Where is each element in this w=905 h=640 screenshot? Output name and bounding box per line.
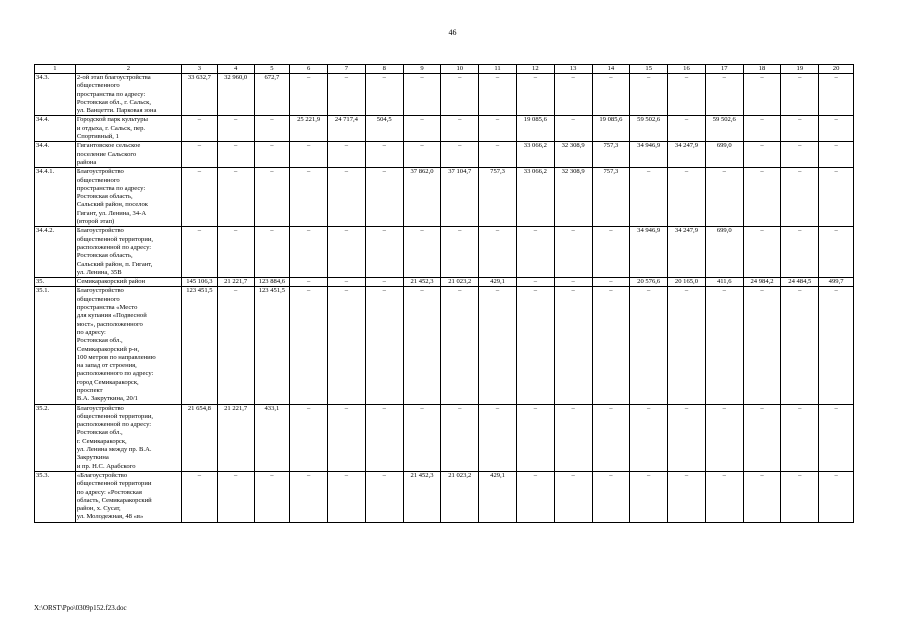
amount-cell: – (554, 227, 592, 278)
amount-cell: – (328, 471, 366, 522)
amount-cell: – (781, 227, 819, 278)
page-number: 46 (448, 28, 457, 37)
object-name-cell: Благоустройство общественной территории, расположенной по адресу: Ростовская область, Сальский район, п. Гигант, ул. Ленина, 35В (75, 227, 181, 278)
amount-cell: – (743, 142, 781, 168)
amount-cell: – (592, 227, 630, 278)
column-number-cell: 13 (554, 65, 592, 74)
row-number-cell: 34.4. (35, 116, 76, 142)
amount-cell: – (592, 74, 630, 116)
column-number-cell: 1 (35, 65, 76, 74)
amount-cell: 33 632,7 (182, 74, 218, 116)
amount-cell: – (254, 142, 290, 168)
amount-cell: 59 502,6 (705, 116, 743, 142)
object-name-cell: 2-ой этап благоустройства общественного пространства по адресу: Ростовская обл., г. Сальск, ул. Ванцетти. Парковая зона (75, 74, 181, 116)
table-row (35, 142, 854, 168)
table-row (35, 471, 854, 522)
table-header-row (35, 65, 854, 74)
amount-cell: – (290, 227, 328, 278)
amount-cell: 24 984,2 (743, 278, 781, 287)
amount-cell: – (182, 116, 218, 142)
amount-cell: – (365, 287, 403, 404)
amount-cell: – (630, 74, 668, 116)
amount-cell: – (743, 404, 781, 471)
amount-cell: – (668, 471, 706, 522)
amount-cell: – (668, 404, 706, 471)
amount-cell: – (743, 168, 781, 227)
amount-cell: 21 452,3 (403, 278, 441, 287)
amount-cell: 757,3 (592, 142, 630, 168)
row-number-cell: 35.1. (35, 287, 76, 404)
amount-cell: – (403, 116, 441, 142)
amount-cell: – (403, 142, 441, 168)
amount-cell: – (668, 168, 706, 227)
amount-cell: – (403, 287, 441, 404)
amount-cell: – (781, 74, 819, 116)
amount-cell: 145 106,3 (182, 278, 218, 287)
row-number-cell: 35.3. (35, 471, 76, 522)
table-row (35, 278, 854, 287)
amount-cell: – (328, 74, 366, 116)
column-number-cell: 9 (403, 65, 441, 74)
amount-cell: 21 023,2 (441, 278, 479, 287)
object-name-cell: Благоустройство общественного пространства «Место для купания «Подвесной мост», расположенного по адресу: Ростовская обл., Семикаракорский р-н, 100 метров по направлению на запад от строения, расположенного по адресу: город Семикаракорск, проспект В.А. Закруткина, 20/1 (75, 287, 181, 404)
amount-cell: – (441, 287, 479, 404)
row-number-cell: 34.4.2. (35, 227, 76, 278)
amount-cell: 32 960,0 (217, 74, 254, 116)
amount-cell: 20 165,0 (668, 278, 706, 287)
amount-cell: – (705, 404, 743, 471)
amount-cell: – (592, 287, 630, 404)
amount-cell: – (479, 142, 517, 168)
column-number-cell: 18 (743, 65, 781, 74)
amount-cell: – (479, 227, 517, 278)
table-row (35, 404, 854, 471)
amount-cell: – (781, 404, 819, 471)
amount-cell: 21 221,7 (217, 278, 254, 287)
amount-cell: – (479, 404, 517, 471)
amount-cell: – (819, 74, 854, 116)
row-number-cell: 34.3. (35, 74, 76, 116)
amount-cell: – (630, 404, 668, 471)
amount-cell: 433,1 (254, 404, 290, 471)
amount-cell: – (365, 227, 403, 278)
amount-cell: – (516, 227, 554, 278)
amount-cell: – (743, 287, 781, 404)
column-number-cell: 8 (365, 65, 403, 74)
amount-cell: – (182, 227, 218, 278)
amount-cell: 24 717,4 (328, 116, 366, 142)
row-number-cell: 34.4. (35, 142, 76, 168)
object-name-cell: Гигантовское сельское поселение Сальского района (75, 142, 181, 168)
amount-cell: 429,1 (479, 278, 517, 287)
amount-cell: – (365, 142, 403, 168)
amount-cell: – (516, 278, 554, 287)
row-number-cell: 34.4.1. (35, 168, 76, 227)
amount-cell: 25 221,9 (290, 116, 328, 142)
column-number-cell: 2 (75, 65, 181, 74)
row-number-cell: 35. (35, 278, 76, 287)
amount-cell: – (705, 287, 743, 404)
amount-cell: – (743, 227, 781, 278)
object-name-cell: «Благоустройство общественной территории по адресу: «Ростовская область, Семикаракорский район, х. Сусат, ул. Молодежная, 48 «в» (75, 471, 181, 522)
amount-cell: – (290, 168, 328, 227)
amount-cell: 19 085,6 (516, 116, 554, 142)
amount-cell: – (743, 116, 781, 142)
footer-file-path: X:\ORST\Ppo\0309p152.f23.doc (34, 604, 127, 612)
amount-cell: – (441, 227, 479, 278)
amount-cell: 20 576,6 (630, 278, 668, 287)
amount-cell: – (743, 471, 781, 522)
amount-cell: – (403, 227, 441, 278)
amount-cell: – (328, 142, 366, 168)
amount-cell: 34 946,9 (630, 227, 668, 278)
amount-cell: 123 451,5 (182, 287, 218, 404)
amount-cell: 32 308,9 (554, 168, 592, 227)
amount-cell: – (254, 116, 290, 142)
amount-cell: – (328, 404, 366, 471)
amount-cell: – (182, 142, 218, 168)
column-number-cell: 10 (441, 65, 479, 74)
amount-cell: – (441, 74, 479, 116)
column-number-cell: 20 (819, 65, 854, 74)
amount-cell: – (254, 227, 290, 278)
amount-cell: – (328, 227, 366, 278)
amount-cell: 499,7 (819, 278, 854, 287)
budget-table (34, 64, 854, 523)
amount-cell: – (819, 471, 854, 522)
amount-cell: – (554, 74, 592, 116)
amount-cell: – (182, 471, 218, 522)
column-number-cell: 16 (668, 65, 706, 74)
amount-cell: 34 247,9 (668, 142, 706, 168)
amount-cell: – (290, 404, 328, 471)
amount-cell: 672,7 (254, 74, 290, 116)
column-number-cell: 6 (290, 65, 328, 74)
table-row (35, 227, 854, 278)
amount-cell: – (479, 287, 517, 404)
amount-cell: – (516, 74, 554, 116)
amount-cell: – (819, 287, 854, 404)
amount-cell: 411,6 (705, 278, 743, 287)
amount-cell: – (328, 287, 366, 404)
column-number-cell: 3 (182, 65, 218, 74)
amount-cell: 21 452,3 (403, 471, 441, 522)
amount-cell: 24 484,5 (781, 278, 819, 287)
amount-cell: – (554, 404, 592, 471)
amount-cell: – (554, 116, 592, 142)
amount-cell: – (217, 168, 254, 227)
amount-cell: – (743, 74, 781, 116)
amount-cell: 21 221,7 (217, 404, 254, 471)
table-row (35, 116, 854, 142)
amount-cell: – (516, 471, 554, 522)
amount-cell: 34 946,9 (630, 142, 668, 168)
amount-cell: – (217, 116, 254, 142)
amount-cell: – (479, 74, 517, 116)
amount-cell: – (630, 168, 668, 227)
amount-cell: 21 023,2 (441, 471, 479, 522)
amount-cell: – (819, 168, 854, 227)
amount-cell: – (554, 278, 592, 287)
amount-cell: – (365, 471, 403, 522)
amount-cell: – (781, 116, 819, 142)
object-name-cell: Городской парк культуры и отдыха, г. Сальск, пер. Спортивный, 1 (75, 116, 181, 142)
amount-cell: – (403, 404, 441, 471)
amount-cell: – (630, 471, 668, 522)
amount-cell: – (328, 168, 366, 227)
amount-cell: – (781, 168, 819, 227)
amount-cell: – (819, 404, 854, 471)
amount-cell: – (554, 471, 592, 522)
amount-cell: – (781, 471, 819, 522)
amount-cell: – (441, 116, 479, 142)
amount-cell: 37 862,0 (403, 168, 441, 227)
amount-cell: – (668, 287, 706, 404)
column-number-cell: 19 (781, 65, 819, 74)
column-number-cell: 4 (217, 65, 254, 74)
amount-cell: – (441, 142, 479, 168)
amount-cell: 37 104,7 (441, 168, 479, 227)
amount-cell: – (819, 227, 854, 278)
column-number-cell: 11 (479, 65, 517, 74)
amount-cell: – (592, 404, 630, 471)
amount-cell: – (365, 404, 403, 471)
amount-cell: 34 247,9 (668, 227, 706, 278)
table-row (35, 287, 854, 404)
amount-cell: 757,3 (592, 168, 630, 227)
amount-cell: – (630, 287, 668, 404)
amount-cell: – (668, 74, 706, 116)
amount-cell: – (182, 168, 218, 227)
amount-cell: – (254, 168, 290, 227)
amount-cell: 21 654,8 (182, 404, 218, 471)
amount-cell: – (554, 287, 592, 404)
amount-cell: – (705, 471, 743, 522)
amount-cell: – (819, 116, 854, 142)
table-row (35, 168, 854, 227)
amount-cell: – (328, 278, 366, 287)
column-number-cell: 17 (705, 65, 743, 74)
amount-cell: 19 085,6 (592, 116, 630, 142)
row-number-cell: 35.2. (35, 404, 76, 471)
amount-cell: – (592, 471, 630, 522)
amount-cell: – (365, 168, 403, 227)
amount-cell: – (403, 74, 441, 116)
amount-cell: 504,5 (365, 116, 403, 142)
amount-cell: 123 451,5 (254, 287, 290, 404)
amount-cell: – (705, 74, 743, 116)
amount-cell: – (781, 287, 819, 404)
amount-cell: – (290, 278, 328, 287)
amount-cell: – (819, 142, 854, 168)
amount-cell: 59 502,6 (630, 116, 668, 142)
amount-cell: – (290, 142, 328, 168)
table-row (35, 74, 854, 116)
column-number-cell: 7 (328, 65, 366, 74)
amount-cell: 699,0 (705, 142, 743, 168)
amount-cell: – (290, 287, 328, 404)
amount-cell: – (441, 404, 479, 471)
amount-cell: – (516, 287, 554, 404)
amount-cell: – (217, 142, 254, 168)
amount-cell: – (290, 471, 328, 522)
amount-cell: 32 308,9 (554, 142, 592, 168)
column-number-cell: 5 (254, 65, 290, 74)
amount-cell: – (217, 471, 254, 522)
amount-cell: – (254, 471, 290, 522)
amount-cell: – (290, 74, 328, 116)
amount-cell: 699,0 (705, 227, 743, 278)
amount-cell: – (516, 404, 554, 471)
amount-cell: – (365, 278, 403, 287)
amount-cell: 33 066,2 (516, 142, 554, 168)
amount-cell: 33 066,2 (516, 168, 554, 227)
amount-cell: 757,3 (479, 168, 517, 227)
object-name-cell: Семикаракорский район (75, 278, 181, 287)
amount-cell: – (217, 287, 254, 404)
amount-cell: – (217, 227, 254, 278)
amount-cell: – (592, 278, 630, 287)
amount-cell: – (668, 116, 706, 142)
amount-cell: – (705, 168, 743, 227)
column-number-cell: 14 (592, 65, 630, 74)
amount-cell: 429,1 (479, 471, 517, 522)
object-name-cell: Благоустройство общественного пространства по адресу: Ростовская область, Сальский район, поселок Гигант, ул. Ленина, 34-А (второй этап) (75, 168, 181, 227)
column-number-cell: 12 (516, 65, 554, 74)
amount-cell: – (479, 116, 517, 142)
object-name-cell: Благоустройство общественной территории, расположенной по адресу: Ростовская обл., г. Семикаракорск, ул. Ленина между пр. В.А. Закруткина и пр. Н.С. Арабского (75, 404, 181, 471)
amount-cell: – (781, 142, 819, 168)
amount-cell: 123 884,6 (254, 278, 290, 287)
column-number-cell: 15 (630, 65, 668, 74)
amount-cell: – (365, 74, 403, 116)
